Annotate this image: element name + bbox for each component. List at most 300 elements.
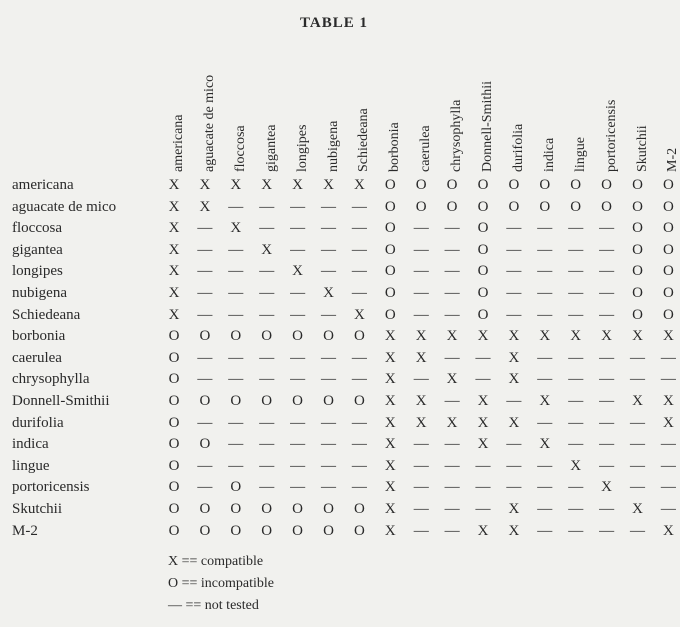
table-cell: — <box>290 285 306 301</box>
table-cell: X <box>632 393 643 409</box>
table-cell: X <box>384 501 396 517</box>
table-cell: O <box>353 328 365 345</box>
table-cell: O <box>323 522 334 539</box>
table-cell: — <box>413 457 429 474</box>
table-cell: — <box>630 349 645 366</box>
table-cell: X <box>508 414 520 431</box>
table-cell: — <box>568 479 584 496</box>
table-cell: O <box>261 501 273 517</box>
table-cell: — <box>413 371 429 388</box>
table-cell: O <box>477 177 489 193</box>
table-cell: — <box>321 414 336 431</box>
table-cell: O <box>199 501 211 517</box>
table-cell: — <box>259 285 275 301</box>
table-cell: O <box>384 285 396 301</box>
table-cell: X <box>384 436 396 453</box>
table-cell: — <box>197 371 213 388</box>
table-cell: — <box>228 436 244 453</box>
column-header: floccosa <box>232 125 248 172</box>
row-header: portoricensis <box>12 479 90 496</box>
table-cell: — <box>537 414 553 431</box>
column-header: Schiedeana <box>356 108 372 172</box>
table-cell: O <box>662 220 674 237</box>
table-cell: X <box>508 522 520 539</box>
table-cell: — <box>599 457 615 474</box>
column-header: Skutchii <box>634 125 650 172</box>
table-cell: X <box>415 414 427 431</box>
row-header: borbonia <box>12 328 66 345</box>
table-cell: O <box>662 306 674 323</box>
table-cell: — <box>197 457 213 474</box>
table-cell: — <box>228 263 244 280</box>
table-cell: — <box>506 457 522 474</box>
table-cell: X <box>570 328 582 345</box>
row-header: indica <box>12 436 49 453</box>
table-cell: X <box>292 177 304 193</box>
table-cell: — <box>228 285 244 301</box>
table-cell: O <box>446 177 458 193</box>
table-cell: X <box>384 414 396 431</box>
table-cell: X <box>168 198 180 215</box>
table-cell: O <box>477 306 489 323</box>
table-cell: X <box>168 241 180 258</box>
table-cell: — <box>290 436 306 453</box>
column-header: borbonia <box>387 122 403 172</box>
table-cell: O <box>632 263 643 280</box>
row-header: floccosa <box>12 220 62 237</box>
legend-item <box>168 554 263 570</box>
table-cell: X <box>168 306 180 323</box>
table-cell: O <box>539 177 551 193</box>
row-header: durifolia <box>12 414 64 431</box>
table-cell: O <box>662 241 674 258</box>
table-cell: — <box>475 349 491 366</box>
table-cell: O <box>446 198 458 215</box>
table-cell: X <box>384 328 396 345</box>
column-header: gigantea <box>263 124 279 172</box>
row-header: M-2 <box>12 522 38 539</box>
table-cell: — <box>290 479 306 496</box>
table-cell: O <box>168 457 180 474</box>
table-cell: — <box>475 479 491 496</box>
table-cell: — <box>537 220 553 237</box>
legend-item <box>168 598 259 614</box>
table-cell: — <box>321 306 336 323</box>
table-cell: O <box>477 198 489 215</box>
table-cell: — <box>599 306 615 323</box>
column-header: durifolia <box>510 123 526 172</box>
table-cell: O <box>168 393 180 409</box>
table-cell: X <box>477 414 489 431</box>
table-cell: X <box>539 393 551 409</box>
table-cell: — <box>444 306 460 323</box>
table-cell: — <box>568 306 584 323</box>
table-cell: — <box>290 220 306 237</box>
table-cell: O <box>570 177 582 193</box>
table-cell: X <box>446 414 458 431</box>
table-cell: — <box>630 522 645 539</box>
table-cell: — <box>259 198 275 215</box>
table-cell: X <box>662 393 674 409</box>
table-cell: — <box>537 371 553 388</box>
table-cell: — <box>506 479 522 496</box>
table-cell: — <box>413 436 429 453</box>
table-cell: — <box>660 349 676 366</box>
row-header: longipes <box>12 263 63 280</box>
table-cell: — <box>475 371 491 388</box>
table-cell: — <box>568 393 584 409</box>
table-cell: O <box>601 198 613 215</box>
table-cell: — <box>321 457 336 474</box>
table-cell: — <box>259 479 275 496</box>
table-cell: — <box>537 501 553 517</box>
table-cell: O <box>477 220 489 237</box>
table-cell: O <box>662 198 674 215</box>
table-cell: — <box>321 371 336 388</box>
table-cell: O <box>632 285 643 301</box>
table-cell: O <box>168 414 180 431</box>
table-cell: O <box>168 522 180 539</box>
column-header: indica <box>541 137 557 172</box>
table-cell: X <box>508 501 520 517</box>
table-cell: — <box>444 522 460 539</box>
table-cell: O <box>353 501 365 517</box>
legend-symbol: X <box>168 554 179 569</box>
table-cell: — <box>506 220 522 237</box>
table-cell: — <box>351 371 367 388</box>
table-cell: — <box>351 263 367 280</box>
table-cell: O <box>230 479 242 496</box>
table-cell: O <box>199 522 211 539</box>
table-cell: — <box>228 306 244 323</box>
table-cell: — <box>506 306 522 323</box>
table-cell: X <box>323 177 334 193</box>
table-cell: O <box>662 177 674 193</box>
table-cell: O <box>199 393 211 409</box>
legend-text: compatible <box>200 554 264 569</box>
table-cell: — <box>290 457 306 474</box>
table-cell: X <box>261 177 273 193</box>
table-cell: X <box>662 414 674 431</box>
table-cell: X <box>353 306 365 323</box>
table-cell: — <box>444 501 460 517</box>
table-cell: X <box>415 328 427 345</box>
column-header: portoricensis <box>603 99 619 172</box>
table-cell: — <box>568 522 584 539</box>
equals-sign: == <box>182 598 205 613</box>
table-cell: O <box>384 241 396 258</box>
table-cell: X <box>662 328 674 345</box>
table-cell: X <box>446 328 458 345</box>
table-cell: — <box>259 457 275 474</box>
table-cell: O <box>261 522 273 539</box>
table-cell: — <box>660 501 676 517</box>
table-cell: X <box>508 349 520 366</box>
table-cell: O <box>662 263 674 280</box>
table-cell: — <box>444 479 460 496</box>
table-cell: — <box>197 306 213 323</box>
table-cell: — <box>413 220 429 237</box>
row-header: nubigena <box>12 285 67 301</box>
table-cell: — <box>351 479 367 496</box>
table-cell: — <box>413 522 429 539</box>
table-cell: O <box>415 198 427 215</box>
table-cell: — <box>259 414 275 431</box>
table-cell: O <box>508 177 520 193</box>
table-cell: X <box>384 393 396 409</box>
table-title: TABLE 1 <box>300 15 368 31</box>
table-cell: X <box>230 220 242 237</box>
table-cell: — <box>228 414 244 431</box>
table-cell: O <box>353 522 365 539</box>
table-cell: — <box>259 220 275 237</box>
table-cell: — <box>537 285 553 301</box>
table-cell: — <box>444 285 460 301</box>
table-cell: — <box>290 349 306 366</box>
table-cell: O <box>230 328 242 345</box>
row-header: chrysophylla <box>12 371 90 388</box>
table-cell: — <box>321 349 336 366</box>
table-cell: — <box>228 198 244 215</box>
table-cell: — <box>351 457 367 474</box>
table-cell: — <box>660 436 676 453</box>
table-cell: X <box>384 479 396 496</box>
table-cell: O <box>323 393 334 409</box>
table-cell: O <box>477 263 489 280</box>
row-header: gigantea <box>12 241 63 258</box>
table-cell: O <box>570 198 582 215</box>
table-cell: — <box>413 285 429 301</box>
row-header: Donnell-Smithii <box>12 393 110 409</box>
table-cell: — <box>506 263 522 280</box>
table-cell: — <box>413 479 429 496</box>
table-cell: O <box>292 393 304 409</box>
table-cell: — <box>321 198 336 215</box>
table-cell: X <box>384 457 396 474</box>
table-cell: — <box>444 220 460 237</box>
table-cell: O <box>632 241 643 258</box>
table-cell: — <box>197 241 213 258</box>
table-cell: — <box>630 371 645 388</box>
table-cell: — <box>599 501 615 517</box>
table-cell: O <box>384 198 396 215</box>
legend-symbol: — <box>168 598 182 613</box>
table-cell: — <box>290 306 306 323</box>
table-cell: — <box>197 263 213 280</box>
table-cell: X <box>353 177 365 193</box>
table-cell: X <box>384 522 396 539</box>
table-cell: — <box>413 306 429 323</box>
table-cell: X <box>601 479 613 496</box>
table-cell: — <box>197 285 213 301</box>
table-cell: — <box>290 414 306 431</box>
table-cell: O <box>168 328 180 345</box>
table-cell: X <box>168 177 180 193</box>
table-cell: X <box>168 220 180 237</box>
table-cell: X <box>508 328 520 345</box>
table-cell: O <box>199 328 211 345</box>
table-cell: — <box>599 522 615 539</box>
table-cell: O <box>415 177 427 193</box>
table-cell: — <box>537 306 553 323</box>
legend-text: not tested <box>204 598 259 613</box>
table-cell: — <box>321 436 336 453</box>
table-cell: O <box>662 285 674 301</box>
table-cell: X <box>168 285 180 301</box>
table-cell: O <box>539 198 551 215</box>
table-cell: — <box>630 479 645 496</box>
table-cell: O <box>168 479 180 496</box>
table-cell: — <box>630 457 645 474</box>
table-cell: X <box>539 328 551 345</box>
table-cell: O <box>230 393 242 409</box>
table-cell: X <box>384 349 396 366</box>
table-cell: X <box>415 349 427 366</box>
table-cell: O <box>292 522 304 539</box>
table-cell: O <box>292 328 304 345</box>
table-cell: X <box>199 198 211 215</box>
table-cell: X <box>415 393 427 409</box>
table-cell: X <box>384 371 396 388</box>
table-cell: — <box>599 220 615 237</box>
table-cell: O <box>508 198 520 215</box>
table-cell: — <box>290 371 306 388</box>
table-cell: — <box>413 241 429 258</box>
table-cell: — <box>475 501 491 517</box>
table-cell: O <box>384 220 396 237</box>
table-cell: O <box>168 436 180 453</box>
table-cell: — <box>444 241 460 258</box>
table-cell: O <box>230 522 242 539</box>
table-cell: X <box>477 522 489 539</box>
table-cell: X <box>261 241 273 258</box>
table-cell: X <box>168 263 180 280</box>
table-cell: — <box>259 306 275 323</box>
table-cell: — <box>568 220 584 237</box>
table-cell: — <box>568 501 584 517</box>
table-cell: — <box>259 349 275 366</box>
table-cell: — <box>351 241 367 258</box>
table-cell: — <box>413 263 429 280</box>
table-cell: X <box>601 328 613 345</box>
table-cell: X <box>632 328 643 345</box>
table-cell: — <box>537 522 553 539</box>
column-header: chrysophylla <box>449 99 465 172</box>
table-cell: — <box>599 436 615 453</box>
table-cell: — <box>259 371 275 388</box>
table-cell: — <box>568 436 584 453</box>
table-cell: — <box>444 457 460 474</box>
table-cell: X <box>230 177 242 193</box>
table-cell: — <box>321 263 336 280</box>
table-cell: — <box>197 220 213 237</box>
table-cell: — <box>321 241 336 258</box>
legend-item <box>168 576 274 592</box>
table-cell: — <box>537 479 553 496</box>
table-cell: — <box>568 371 584 388</box>
table-cell: — <box>290 241 306 258</box>
table-cell: — <box>444 349 460 366</box>
table-cell: O <box>632 177 643 193</box>
legend-text: incompatible <box>200 576 275 591</box>
table-cell: — <box>537 241 553 258</box>
table-cell: — <box>290 198 306 215</box>
table-cell: — <box>506 241 522 258</box>
table-cell: — <box>506 393 522 409</box>
table-cell: X <box>323 285 334 301</box>
column-header: Donnell-Smithii <box>480 81 495 172</box>
table-cell: — <box>351 285 367 301</box>
table-cell: O <box>384 263 396 280</box>
table-cell: — <box>599 393 615 409</box>
table-cell: — <box>568 349 584 366</box>
table-cell: O <box>168 349 180 366</box>
table-cell: X <box>662 522 674 539</box>
table-cell: — <box>599 241 615 258</box>
table-cell: — <box>228 371 244 388</box>
table-cell: O <box>353 393 365 409</box>
table-cell: — <box>630 436 645 453</box>
table-cell: X <box>477 436 489 453</box>
table-cell: — <box>599 285 615 301</box>
table-cell: X <box>508 371 520 388</box>
table-cell: — <box>197 414 213 431</box>
equals-sign: == <box>178 576 201 591</box>
row-header: Schiedeana <box>12 306 81 323</box>
row-header: americana <box>12 177 74 193</box>
table-cell: X <box>477 393 489 409</box>
table-cell: X <box>199 177 211 193</box>
table-cell: O <box>261 393 273 409</box>
table-cell: O <box>632 198 643 215</box>
column-header: aguacate de mico <box>201 74 217 172</box>
table-cell: — <box>413 501 429 517</box>
table-cell: — <box>660 457 676 474</box>
table-cell: — <box>537 263 553 280</box>
table-cell: — <box>351 349 367 366</box>
row-header: lingue <box>12 457 50 474</box>
table-cell: — <box>630 414 645 431</box>
table-cell: — <box>228 349 244 366</box>
table-cell: — <box>568 285 584 301</box>
table-cell: — <box>197 349 213 366</box>
table-cell: O <box>323 328 334 345</box>
row-header: caerulea <box>12 349 62 366</box>
table-cell: X <box>632 501 643 517</box>
row-header: aguacate de mico <box>12 198 117 215</box>
table-cell: — <box>506 285 522 301</box>
table-cell: — <box>351 414 367 431</box>
table-cell: — <box>351 220 367 237</box>
table-cell: — <box>259 436 275 453</box>
table-cell: — <box>660 371 676 388</box>
table-cell: O <box>477 241 489 258</box>
table-cell: — <box>321 479 336 496</box>
column-header: M-2 <box>665 147 680 172</box>
table-cell: X <box>539 436 551 453</box>
equals-sign: == <box>178 554 201 569</box>
table-cell: — <box>444 263 460 280</box>
table-cell: — <box>259 263 275 280</box>
table-cell: — <box>568 263 584 280</box>
table-cell: — <box>599 371 615 388</box>
column-header: caerulea <box>418 125 434 172</box>
table-cell: — <box>568 414 584 431</box>
table-cell: — <box>537 349 553 366</box>
table-cell: — <box>660 479 676 496</box>
column-header: longipes <box>294 124 310 172</box>
table-cell: X <box>570 457 582 474</box>
